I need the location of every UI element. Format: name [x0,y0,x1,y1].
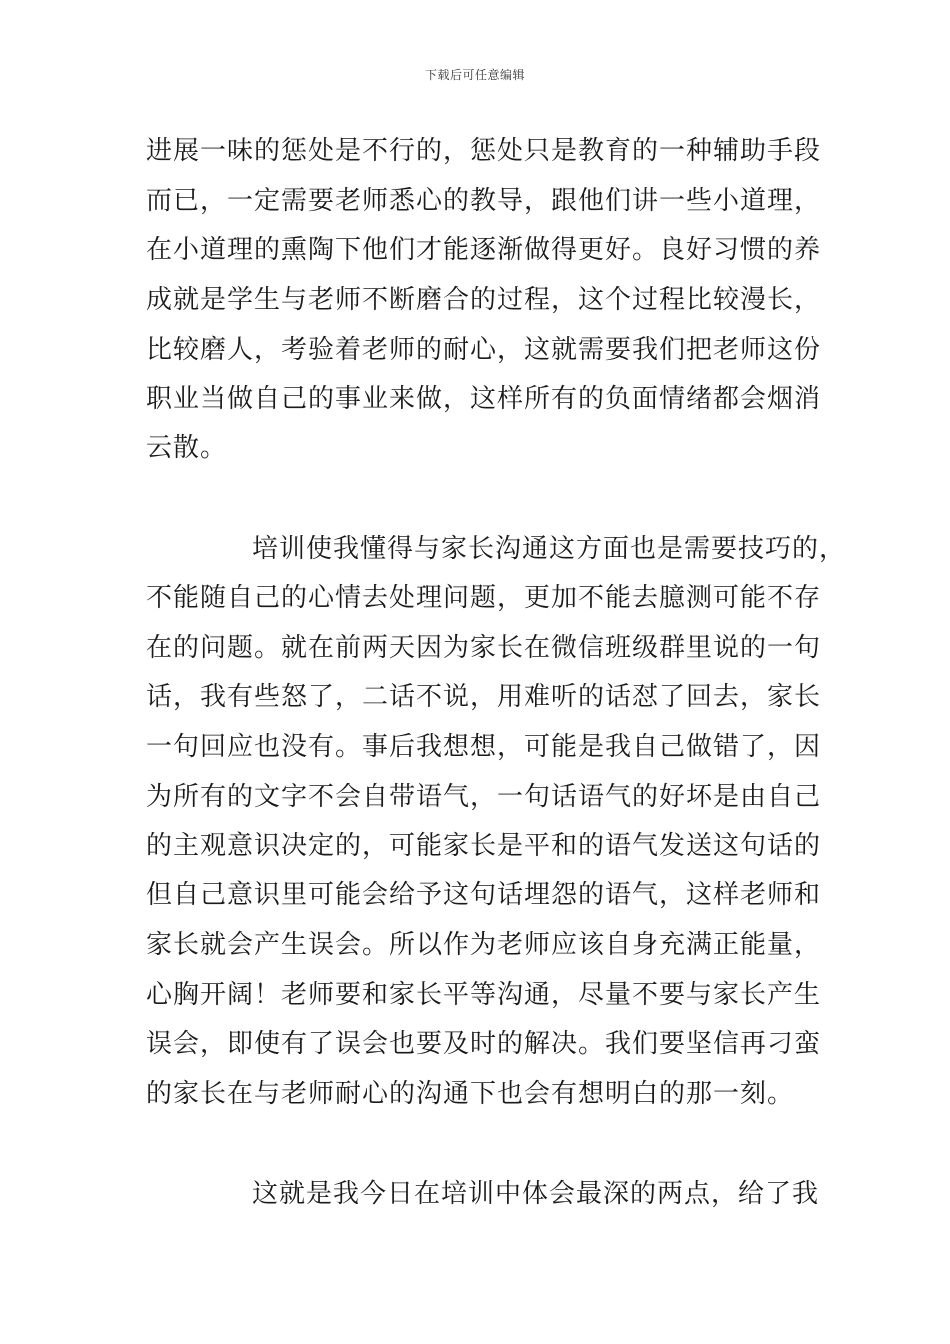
paragraph-1-line-4: 成就是学生与老师不断磨合的过程，这个过程比较漫长， [146,285,822,315]
page-header: 下载后可任意编辑 [424,68,525,82]
paragraph-1-line-7: 云散。 [146,433,228,463]
paragraph-2-line-6: 为所有的文字不会自带语气，一句话语气的好坏是由自己 [146,782,822,812]
paragraph-1-line-5: 比较磨人，考验着老师的耐心，这就需要我们把老师这份 [146,335,822,365]
paragraph-2-line-4: 话，我有些怒了，二话不说，用难听的话怼了回去，家长 [146,682,822,712]
paragraph-2-line-12: 的家长在与老师耐心的沟通下也会有想明白的那一刻。 [146,1079,795,1109]
paragraph-1-line-1: 进展一味的惩处是不行的，惩处只是教育的一种辅助手段 [146,136,822,166]
paragraph-2-line-2: 不能随自己的心情去处理问题，更加不能去臆测可能不存 [146,583,822,613]
paragraph-1-line-6: 职业当做自己的事业来做，这样所有的负面情绪都会烟消 [146,384,822,414]
paragraph-3-line-1: 这就是我今日在培训中体会最深的两点，给了我 [252,1179,820,1209]
paragraph-2-line-7: 的主观意识决定的，可能家长是平和的语气发送这句话的 [146,831,822,861]
paragraph-2-line-11: 误会，即使有了误会也要及时的解决。我们要坚信再刁蛮 [146,1029,822,1059]
paragraph-2-line-10: 心胸开阔！老师要和家长平等沟通，尽量不要与家长产生 [146,980,822,1010]
paragraph-2-line-1: 培训使我懂得与家长沟通这方面也是需要技巧的， [252,534,847,564]
paragraph-2-line-3: 在的问题。就在前两天因为家长在微信班级群里说的一句 [146,633,822,663]
paragraph-1-line-3: 在小道理的熏陶下他们才能逐渐做得更好。良好习惯的养 [146,235,822,265]
paragraph-2-line-9: 家长就会产生误会。所以作为老师应该自身充满正能量， [146,930,822,960]
paragraph-2-line-5: 一句回应也没有。事后我想想，可能是我自己做错了，因 [146,732,822,762]
paragraph-2-line-8: 但自己意识里可能会给予这句话埋怨的语气，这样老师和 [146,880,822,910]
paragraph-1-line-2: 而已，一定需要老师悉心的教导，跟他们讲一些小道理， [146,186,822,216]
